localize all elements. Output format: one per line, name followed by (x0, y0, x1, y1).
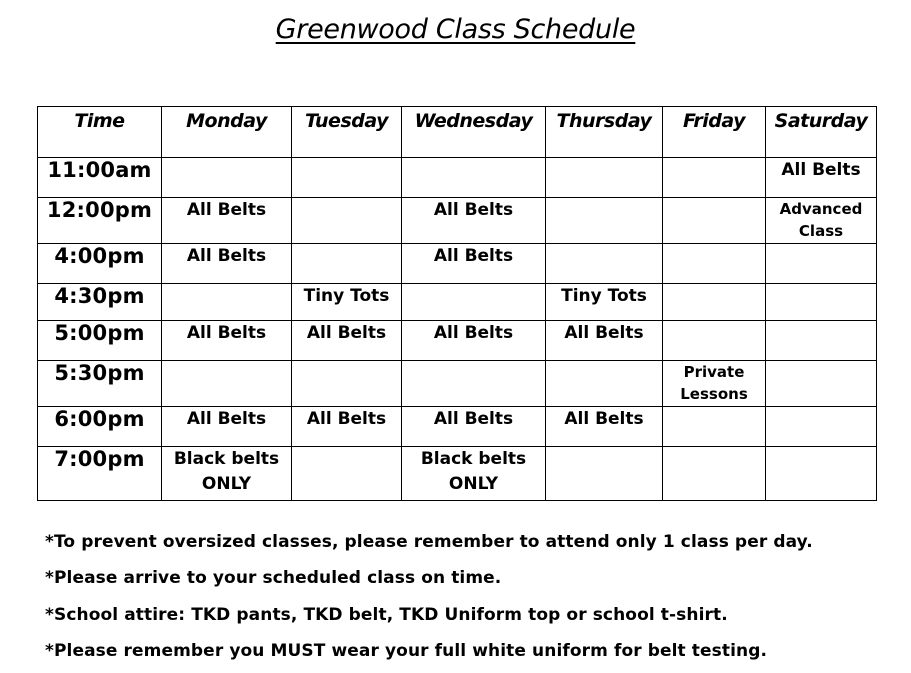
class-cell (546, 158, 663, 198)
class-cell (402, 284, 546, 321)
class-cell (766, 447, 877, 501)
class-cell (546, 361, 663, 407)
class-cell: All Belts (162, 244, 292, 284)
header-time: Time (38, 107, 162, 158)
note-arrive-on-time: *Please arrive to your scheduled class on time. (45, 568, 502, 589)
header-saturday: Saturday (766, 107, 877, 158)
class-cell (663, 407, 766, 447)
table-row (38, 321, 877, 361)
class-cell (162, 361, 292, 407)
class-cell (766, 407, 877, 447)
class-cell: All Belts (546, 407, 663, 447)
class-cell (292, 198, 402, 244)
class-cell: All Belts (546, 321, 663, 361)
class-cell: All Belts (402, 198, 546, 244)
class-cell: All Belts (402, 321, 546, 361)
class-cell (546, 447, 663, 501)
table-row (38, 361, 877, 407)
table-row (38, 158, 877, 198)
note-belt-testing: *Please remember you MUST wear your full white uniform for belt testing. (45, 640, 768, 661)
class-cell: All Belts (162, 407, 292, 447)
header-monday: Monday (162, 107, 292, 158)
class-cell (162, 158, 292, 198)
class-cell (162, 284, 292, 321)
class-cell (402, 158, 546, 198)
time-cell: 11:00am (38, 158, 162, 198)
class-cell: All Belts (292, 407, 402, 447)
note-class-limit: *To prevent oversized classes, please remember to attend only 1 class per day. (45, 532, 813, 552)
notes-list (45, 528, 895, 673)
class-cell (663, 447, 766, 501)
time-cell: 4:00pm (38, 244, 162, 284)
class-cell: Black belts ONLY (162, 447, 292, 501)
class-cell: Tiny Tots (546, 284, 663, 321)
note-school-attire: *School attire: TKD pants, TKD belt, TKD Uniform top or school t-shirt. (45, 604, 728, 625)
time-cell: 6:00pm (38, 407, 162, 447)
class-cell (292, 244, 402, 284)
header-wednesday: Wednesday (402, 107, 546, 158)
class-cell (292, 158, 402, 198)
class-cell (402, 361, 546, 407)
header-tuesday: Tuesday (292, 107, 402, 158)
table-row (38, 198, 877, 244)
header-row (38, 107, 877, 158)
time-cell: 5:30pm (38, 361, 162, 407)
class-cell (766, 321, 877, 361)
table-row (38, 284, 877, 321)
class-cell: All Belts (766, 158, 877, 198)
class-cell: All Belts (292, 321, 402, 361)
time-cell: 12:00pm (38, 198, 162, 244)
class-cell: All Belts (402, 244, 546, 284)
class-cell: Tiny Tots (292, 284, 402, 321)
table-row (38, 244, 877, 284)
page-title: Greenwood Class Schedule (275, 14, 636, 45)
table-row (38, 447, 877, 501)
class-cell (663, 284, 766, 321)
class-cell (546, 244, 663, 284)
class-cell (663, 158, 766, 198)
class-cell (663, 198, 766, 244)
class-cell: Private Lessons (663, 361, 766, 407)
class-cell (663, 321, 766, 361)
class-cell: Black belts ONLY (402, 447, 546, 501)
time-cell: 4:30pm (38, 284, 162, 321)
time-cell: 5:00pm (38, 321, 162, 361)
class-cell (546, 198, 663, 244)
class-cell (766, 244, 877, 284)
class-cell: All Belts (162, 198, 292, 244)
schedule-table (37, 106, 877, 501)
class-cell: All Belts (402, 407, 546, 447)
class-cell: All Belts (162, 321, 292, 361)
class-cell (766, 284, 877, 321)
time-cell: 7:00pm (38, 447, 162, 501)
class-cell (766, 361, 877, 407)
header-thursday: Thursday (546, 107, 663, 158)
class-cell (663, 244, 766, 284)
table-row (38, 407, 877, 447)
class-cell (292, 447, 402, 501)
header-friday: Friday (663, 107, 766, 158)
class-cell: Advanced Class (766, 198, 877, 244)
class-cell (292, 361, 402, 407)
